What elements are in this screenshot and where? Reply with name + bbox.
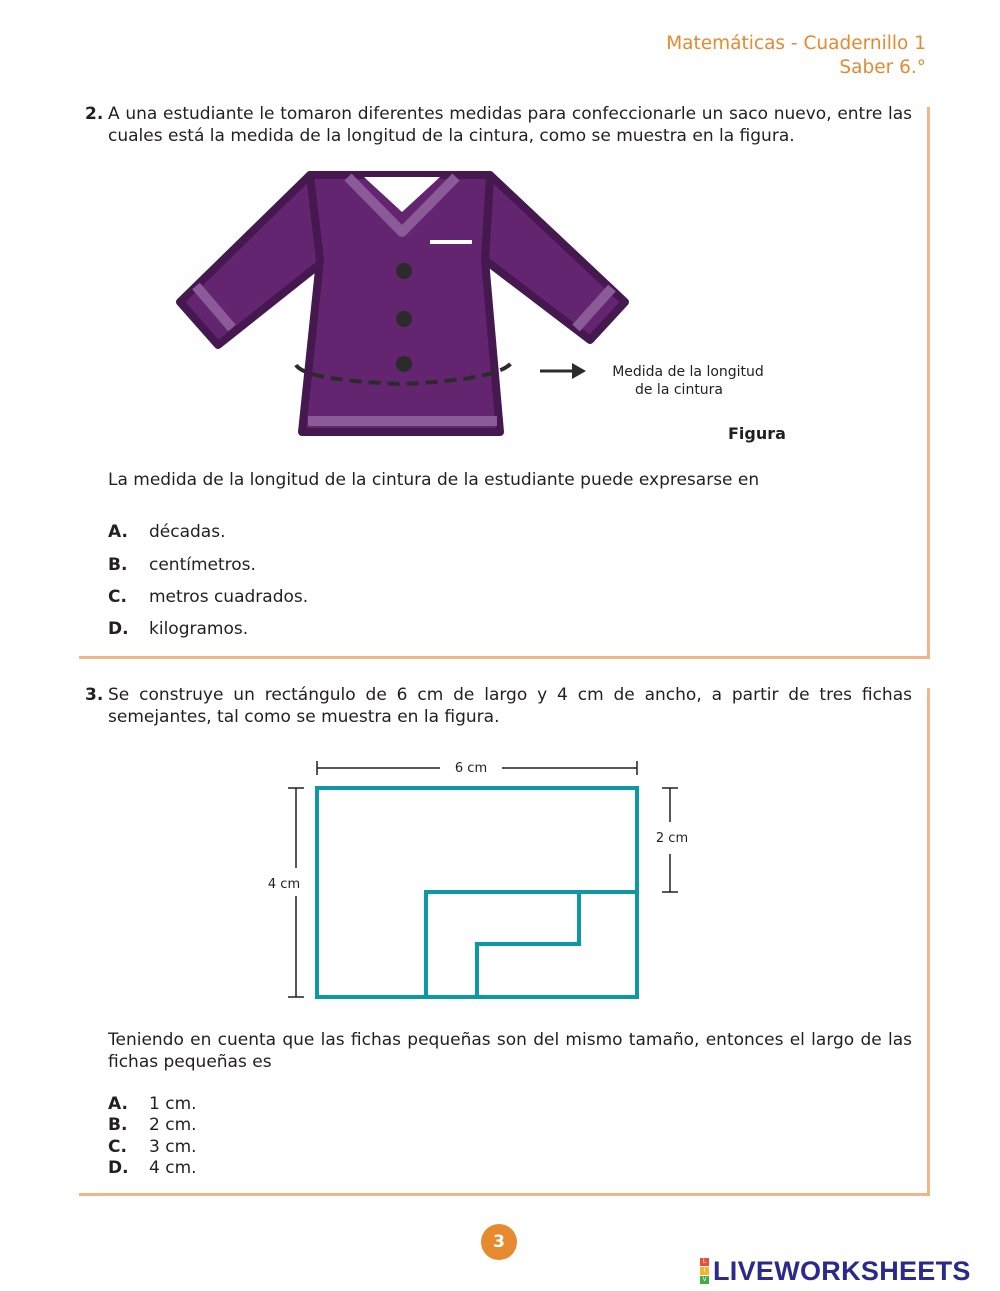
small-piece-divider [477, 892, 579, 997]
option-letter: D. [108, 1158, 129, 1178]
option-letter: A. [108, 522, 128, 542]
question-3-stem: Teniendo en cuenta que las fichas pequeñas son del mismo tamaño, entonces el largo de las fichas pequeñas es [108, 1030, 912, 1072]
rectangle-figure [260, 750, 720, 1010]
jacket-button [396, 311, 412, 327]
logo-badge [700, 1258, 709, 1285]
jacket-figure [160, 160, 980, 460]
option-text: 4 cm. [149, 1158, 197, 1178]
waist-annotation-line2: de la cintura [634, 382, 724, 398]
option-letter: C. [108, 1137, 127, 1157]
option-text: centímetros. [149, 555, 256, 575]
jacket-button [396, 356, 412, 372]
option-text: kilogramos. [149, 619, 249, 639]
liveworksheets-logo[interactable] [700, 1255, 971, 1287]
jacket-left-sleeve [180, 175, 325, 345]
logo-text: LIVEWORKSHEETS [713, 1255, 971, 1286]
waist-arrow-head [572, 363, 586, 379]
header-grade: Saber 6.° [839, 57, 926, 78]
option-text: décadas. [149, 522, 226, 542]
page-header [666, 32, 926, 80]
header-subject: Matemáticas - Cuadernillo 1 [666, 33, 926, 54]
question-2-stem: La medida de la longitud de la cintura de la estudiante puede expresarse en [108, 470, 760, 490]
question-3-text: Se construye un rectángulo de 6 cm de largo y 4 cm de ancho, a partir de tres fichas semejantes, tal como se muestra en la figura. [108, 685, 912, 727]
option-letter: D. [108, 619, 129, 639]
height-label: 4 cm [267, 877, 301, 892]
option-text: metros cuadrados. [149, 587, 309, 607]
option-letter: C. [108, 587, 127, 607]
option-text: 1 cm. [149, 1094, 197, 1114]
jacket-button [396, 263, 412, 279]
jacket-right-sleeve [485, 175, 625, 340]
jacket-body [302, 175, 500, 432]
logo-letter: L [700, 1258, 709, 1266]
question-2-number: 2. [85, 104, 104, 124]
option-letter: B. [108, 1115, 128, 1135]
question-3-number: 3. [85, 685, 104, 705]
option-text: 3 cm. [149, 1137, 197, 1157]
option-letter: B. [108, 555, 128, 575]
figure-label: Figura [728, 424, 786, 443]
logo-letter: I [700, 1267, 709, 1275]
logo-letter: V [700, 1276, 709, 1284]
option-text: 2 cm. [149, 1115, 197, 1135]
question-2-text: A una estudiante le tomaron diferentes medidas para confeccionarle un saco nuevo, entre las cuales está la medida de la longitud de la cintura, como se muestra en la figura. [108, 104, 912, 146]
small-label: 2 cm [655, 831, 689, 846]
waist-annotation-line1: Medida de la longitud [612, 364, 764, 380]
width-label: 6 cm [454, 761, 488, 776]
option-letter: A. [108, 1094, 128, 1114]
page-number: 3 [481, 1224, 517, 1260]
